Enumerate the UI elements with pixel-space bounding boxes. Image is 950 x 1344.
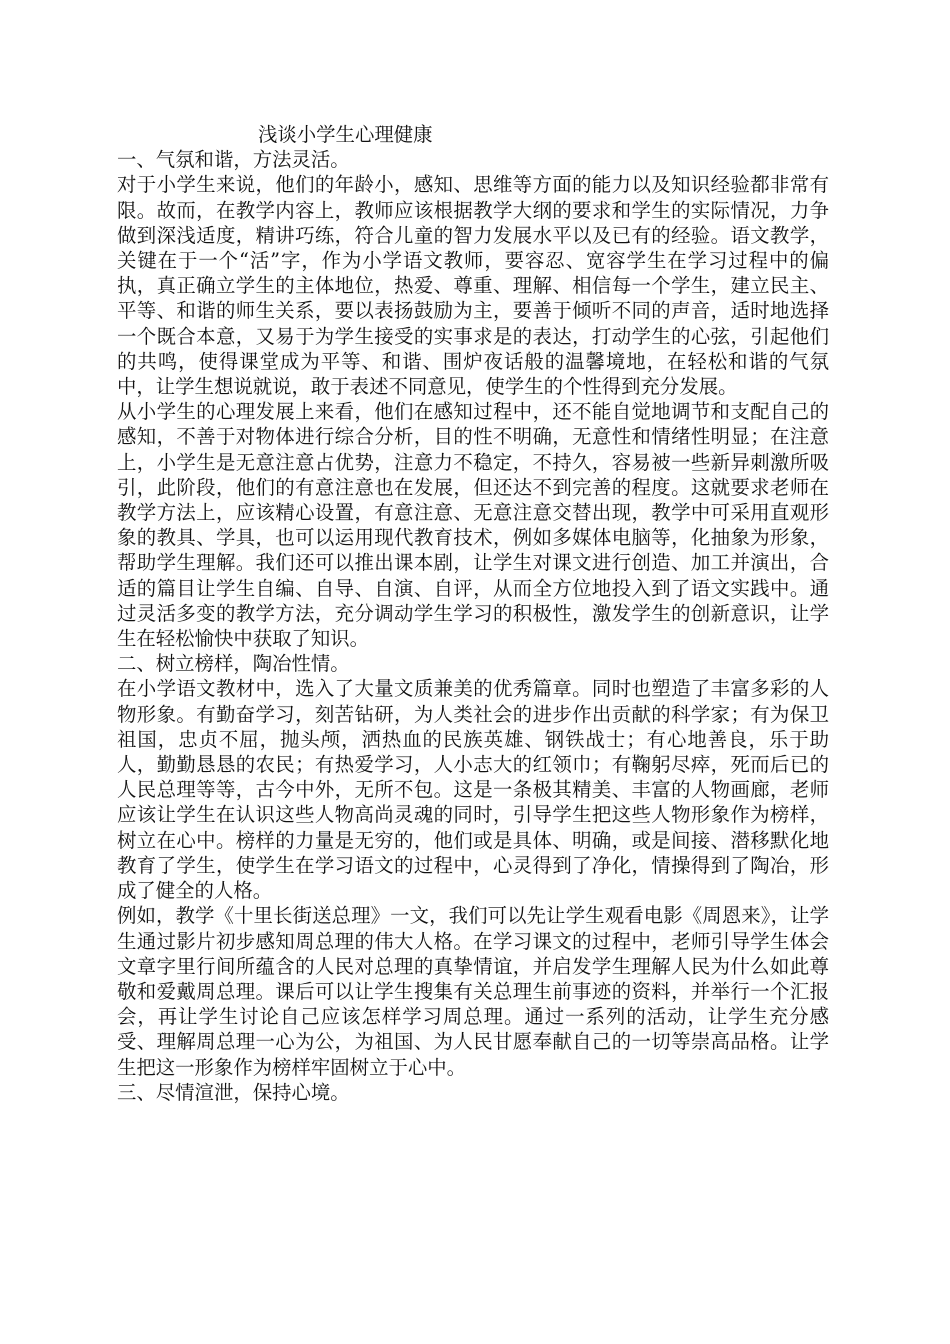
section-2-paragraph-1: 在小学语文教材中，选入了大量文质兼美的优秀篇章。同时也塑造了丰富多彩的人物形象。有勤奋学习，刻苦钻研，为人类社会的进步作出贡献的科学家；有为保卫祖国，忠贞不屈，抛头颅，洒热血的民族英雄、钢铁战士；有心地善良，乐于助人，勤勤恳恳的农民；有热爱学习，人小志大的红领巾；有鞠躬尽瘁，死而后已的人民总理等等，古今中外，无所不包。这是一条极其精美、丰富的人物画廊，老师应该让学生在认识这些人物高尚灵魂的同时，引导学生把这些人物形象作为榜样，树立在心中。榜样的力量是无穷的，他们或是具体、明确，或是间接、潜移默化地教育了学生，使学生在学习语文的过程中，心灵得到了净化，情操得到了陶冶，形成了健全的人格。 xyxy=(117,677,829,903)
section-1-heading: 一、气氛和谐，方法灵活。 xyxy=(117,148,350,172)
section-3-heading: 三、尽情渲泄，保持心境。 xyxy=(117,1080,350,1104)
document-body xyxy=(117,122,829,1105)
section-2-paragraph-2: 例如，教学《十里长街送总理》一文，我们可以先让学生观看电影《周恩来》，让学生通过影片初步感知周总理的伟大人格。在学习课文的过程中，老师引导学生体会文章字里行间所蕴含的人民对总理的真挚情谊，并启发学生理解人民为什么如此尊敬和爱戴周总理。课后可以让学生搜集有关总理生前事迹的资料，并举行一个汇报会，再让学生讨论自己应该怎样学习周总理。通过一系列的活动，让学生充分感受、理解周总理一心为公，为祖国、为人民甘愿奉献自己的一切等崇高品格。让学生把这一形象作为榜样牢固树立于心中。 xyxy=(117,904,829,1079)
section-1-paragraph-2: 从小学生的心理发展上来看，他们在感知过程中，还不能自觉地调节和支配自己的感知，不善于对物体进行综合分析，目的性不明确，无意性和情绪性明显；在注意上，小学生是无意注意占优势，注意力不稳定，不持久，容易被一些新异刺激所吸引，此阶段，他们的有意注意也在发展，但还达不到完善的程度。这就要求老师在教学方法上，应该精心设置，有意注意、无意注意交替出现，教学中可采用直观形象的教具、学具，也可以运用现代教育技术，例如多媒体电脑等，化抽象为形象，帮助学生理解。我们还可以推出课本剧，让学生对课文进行创造、加工并演出，合适的篇目让学生自编、自导、自演、自评，从而全方位地投入到了语文实践中。通过灵活多变的教学方法，充分调动学生学习的积极性，激发学生的创新意识，让学生在轻松愉快中获取了知识。 xyxy=(117,400,829,651)
section-1-paragraph-1: 对于小学生来说，他们的年龄小，感知、思维等方面的能力以及知识经验都非常有限。故而，在教学内容上，教师应该根据教学大纲的要求和学生的实际情况，力争做到深浅适度，精讲巧练，符合儿童的智力发展水平以及已有的经验。语文教学，关键在于一个“活”字，作为小学语文教师，要容忍、宽容学生在学习过程中的偏执，真正确立学生的主体地位，热爱、尊重、理解、相信每一个学生，建立民主、平等、和谐的师生关系，要以表扬鼓励为主，要善于倾听不同的声音，适时地选择一个既合本意，又易于为学生接受的实事求是的表达，打动学生的心弦，引起他们的共鸣，使得课堂成为平等、和谐、围炉夜话般的温馨境地，在轻松和谐的气氛中，让学生想说就说，敢于表述不同意见，使学生的个性得到充分发展。 xyxy=(117,173,829,399)
document-title: 浅谈小学生心理健康 xyxy=(258,123,433,146)
section-2-heading: 二、树立榜样，陶冶性情。 xyxy=(117,652,350,676)
